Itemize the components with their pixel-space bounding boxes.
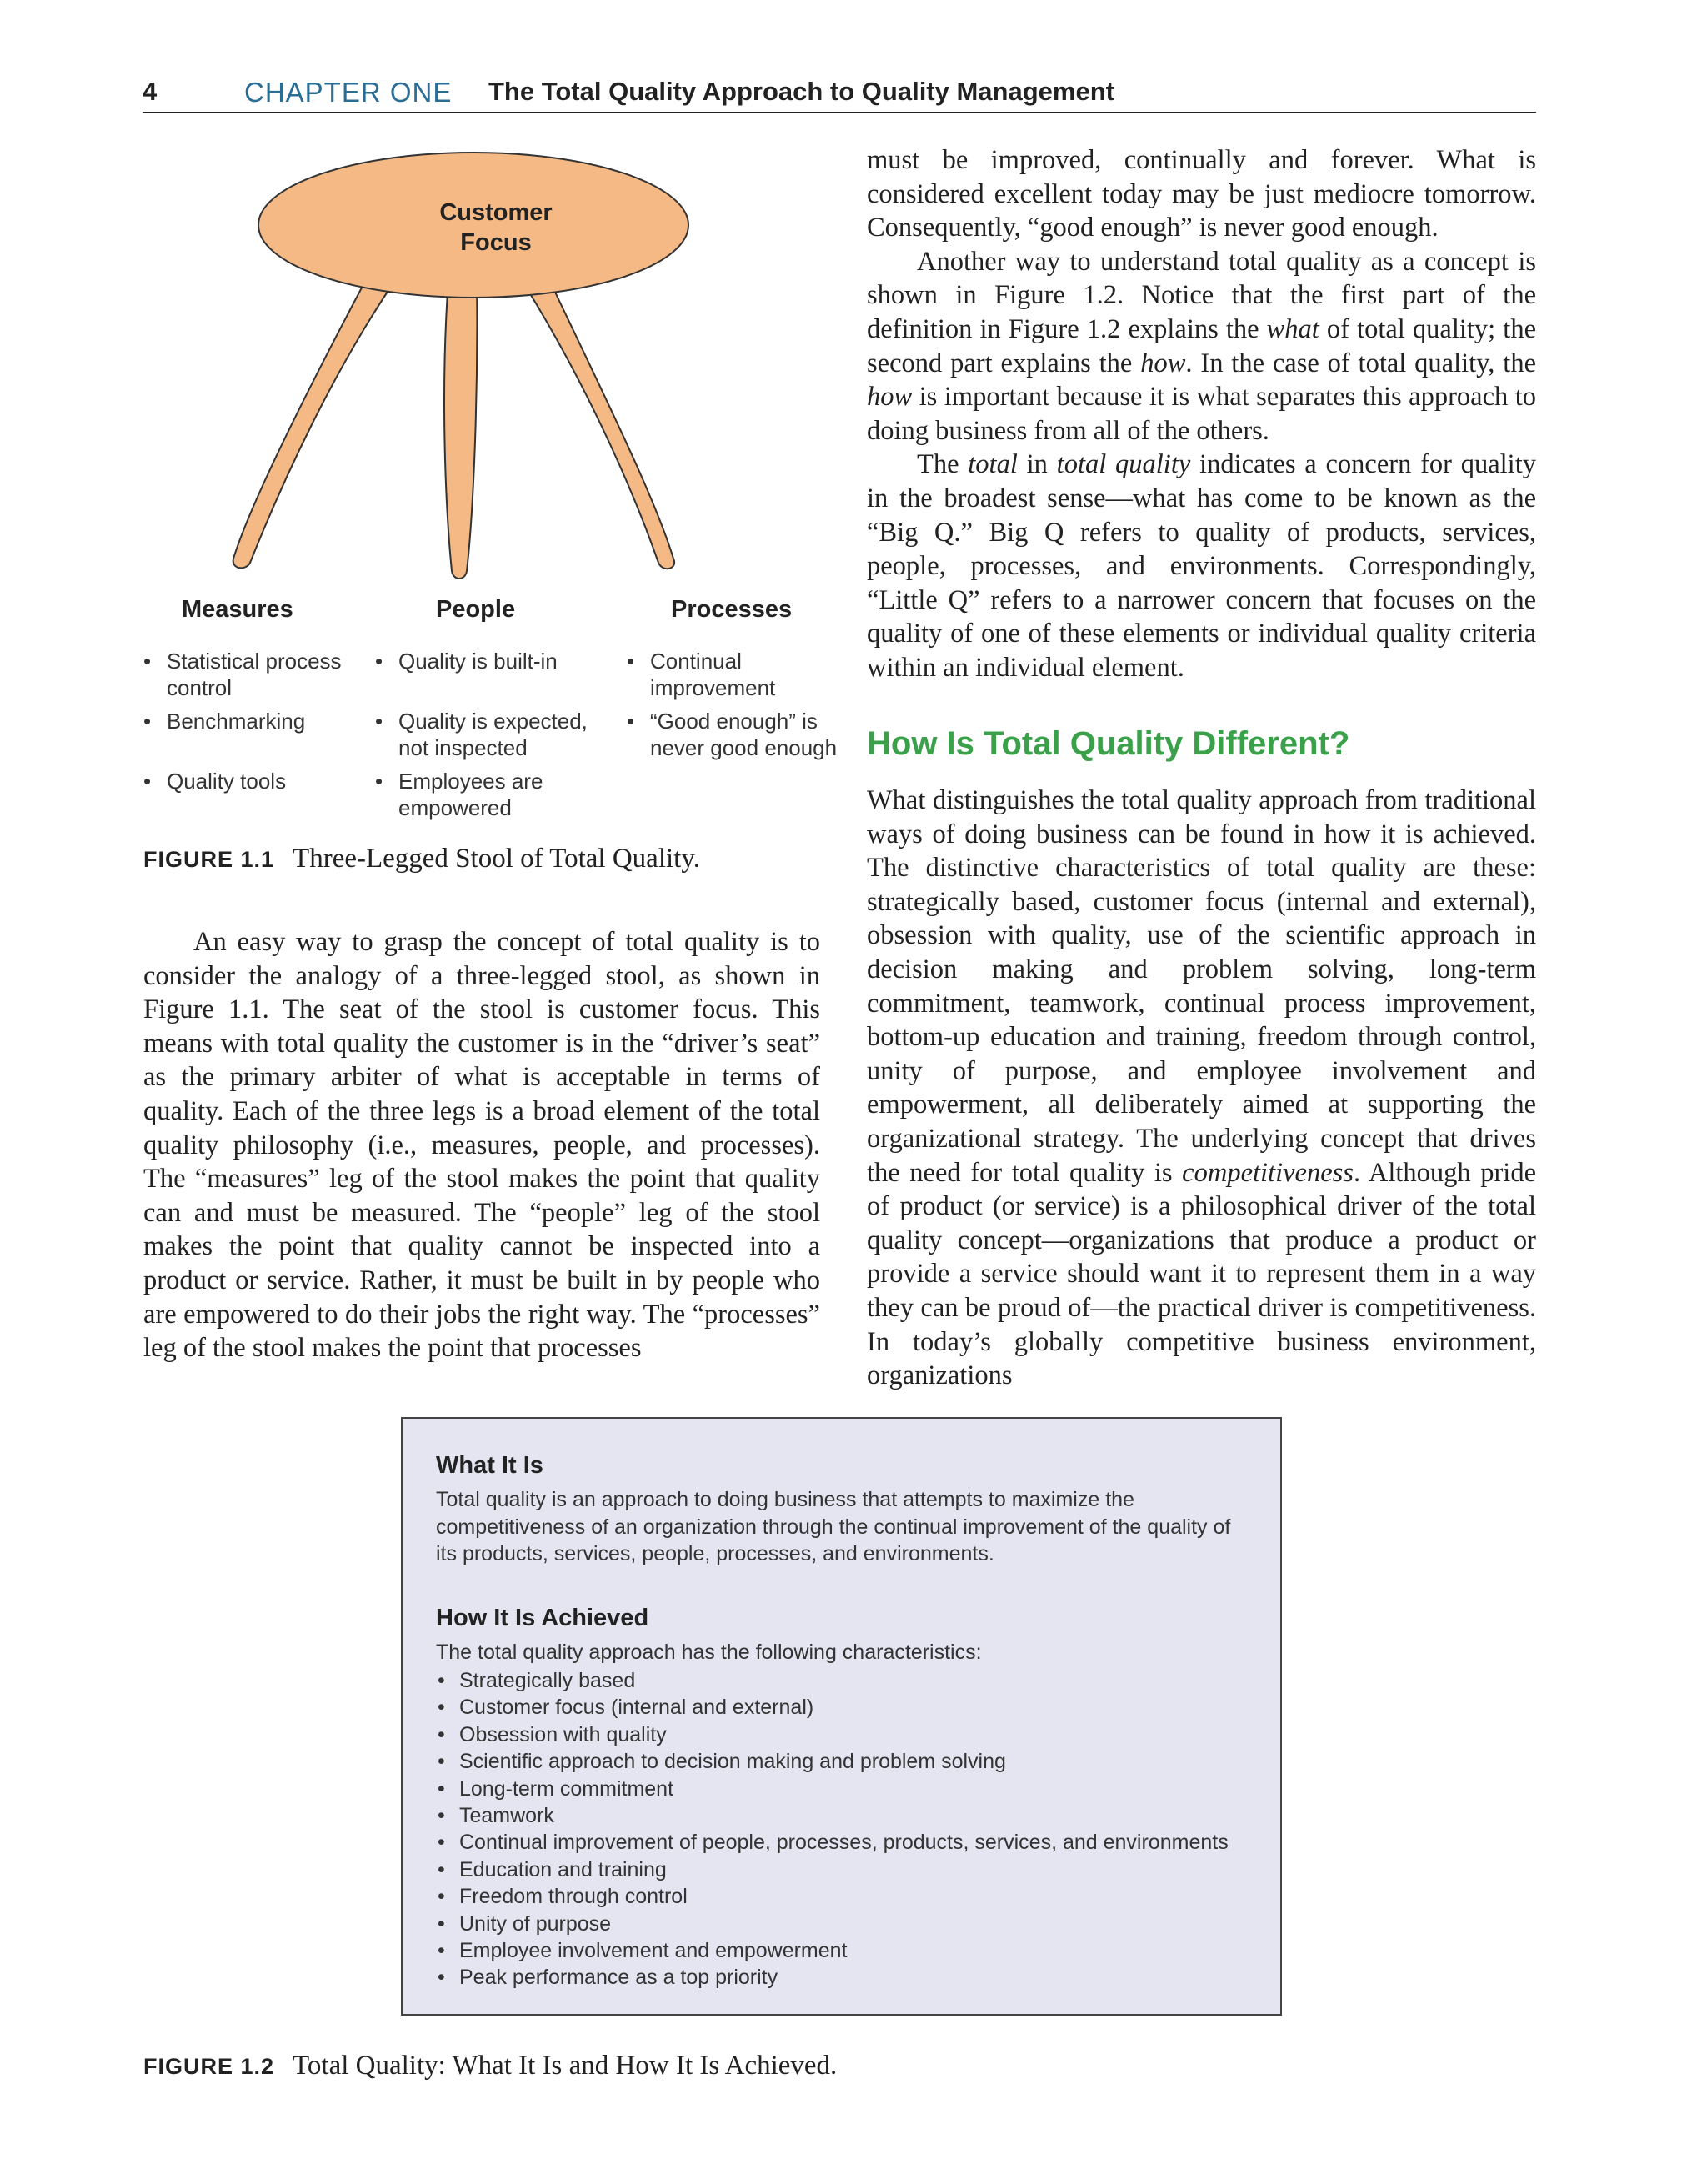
list-item: • Scientific approach to decision making and problem solving [436,1748,1249,1775]
list-item: • Obsession with quality [436,1721,1249,1748]
paragraph: An easy way to grasp the concept of total quality is to consider the analogy of a three-legged stool, as shown in Figure 1.1. The seat of the stool is customer focus. This means with total quality the customer is in the “driver’s seat” as the primary arbiter of what is acceptable in terms of quality. Each of the three legs is a broad element of the total quality philosophy (i.e., measures, people, and processes). The “measures” leg of the stool makes the point that quality can and must be measured. The “people” leg of the stool makes the point that quality cannot be inspected into a product or service. Rather, it must be built in by people who are empowered to do their jobs the right way. The “processes” leg of the stool makes the point that processes [143,927,820,1364]
paragraph: Another way to understand total quality as a concept is shown in Figure 1.2. Notice that the first part of the definition in Figure 1.2 explains the what of total quality; the second part explains the how. In the case of total quality, the how is important because it is what separates this approach to doing business from all of the others. [867,246,1536,446]
chapter-label: CHAPTER ONE [244,77,453,108]
seat-label-line1: Customer [439,199,553,226]
right-column-text-bottom [867,784,1536,1393]
list-item: • Strategically based [436,1667,1249,1694]
list-item: • Peak performance as a top priority [436,1964,1249,1991]
figure-caption-text: Three-Legged Stool of Total Quality. [293,844,700,874]
how-achieved-intro: The total quality approach has the following characteristics: [436,1640,982,1664]
list-item: • “Good enough” is never good enough [625,708,846,761]
figure-1-2-caption [143,2051,837,2081]
figure-caption-text: Total Quality: What It Is and How It Is Achieved. [293,2051,838,2081]
stool-leg-right [518,269,674,569]
people-bullets [373,648,590,828]
running-head [143,77,1536,113]
how-achieved-heading: How It Is Achieved [436,1604,649,1631]
paragraph: The total in total quality indicates a concern for quality in the broadest sense—what has come to be known as the “Big Q.” Big Q refers to quality of products, services, people, processes, and environments. Correspondingly, “Little Q” refers to a narrower concern that focuses on the quality of one of these elements or individual quality criteria within an individual element. [867,449,1536,683]
paragraph: must be improved, continually and forever. What is considered excellent today may be just mediocre tomorrow. Consequently, “good enough” is never good enough. [867,145,1536,243]
what-it-is-text: Total quality is an approach to doing business that attempts to maximize the competitiveness of an organization through the continual improvement of the quality of its products, services, people, processes, and environments. [436,1488,1231,1565]
section-heading: How Is Total Quality Different? [867,725,1350,762]
seat-label [421,198,571,258]
figure-number: FIGURE 1.1 [143,847,275,872]
right-column-text-top [867,143,1536,685]
figure-1-1 [125,146,859,838]
left-column-text [143,925,820,1365]
figure-1-2-box [401,1417,1282,2016]
list-item: • Continual improvement [625,648,846,701]
list-item: • Quality is expected, not inspected [373,708,590,761]
list-item: • Customer focus (internal and external) [436,1694,1249,1721]
list-item: • Employee involvement and empowerment [436,1937,1249,1964]
list-item: • Benchmarking [142,708,350,734]
list-item: • Freedom through control [436,1883,1249,1910]
seat-label-line2: Focus [460,229,532,256]
list-item: • Employees are empowered [373,768,590,821]
processes-bullets [625,648,846,768]
list-item: • Quality is built-in [373,648,590,674]
list-item: • Long-term commitment [436,1776,1249,1802]
list-item: • Teamwork [436,1802,1249,1829]
list-item: • Education and training [436,1856,1249,1883]
what-it-is-heading: What It Is [436,1452,543,1479]
leg-heading-measures: Measures [182,596,293,623]
chapter-title: The Total Quality Approach to Quality Management [488,77,1114,106]
measures-bullets [142,648,350,801]
list-item: • Continual improvement of people, processes, products, services, and environments [436,1829,1249,1856]
stool-leg-middle [444,279,477,579]
paragraph: What distinguishes the total quality approach from traditional ways of doing business can be found in how it is achieved. The distinctive characteristics of total quality are these: strategically based, customer focus (internal and external), obsession with quality, use of the scientific approach in decision making and problem solving, long-term commitment, teamwork, continual process improvement, bottom-up education and training, freedom through control, unity of purpose, and employee involvement and empowerment, all deliberately aimed at supporting the organizational strategy. The underlying concept that drives the need for total quality is competitiveness. Although pride of product (or service) is a philosophical driver of the total quality concept—organizations that produce a product or provide a service should want it to represent them in a way they can be proud of—the practical driver is competitiveness. In today’s globally competitive business environment, organizations [867,785,1536,1391]
leg-heading-people: People [436,596,516,623]
list-item: • Unity of purpose [436,1911,1249,1937]
leg-heading-processes: Processes [671,596,793,623]
characteristics-list [436,1667,1249,1991]
list-item: • Quality tools [142,768,350,794]
list-item: • Statistical process control [142,648,350,701]
figure-1-1-caption [143,844,700,874]
stool-leg-left [233,275,396,568]
page-number: 4 [143,77,158,106]
figure-number: FIGURE 1.2 [143,2054,275,2079]
